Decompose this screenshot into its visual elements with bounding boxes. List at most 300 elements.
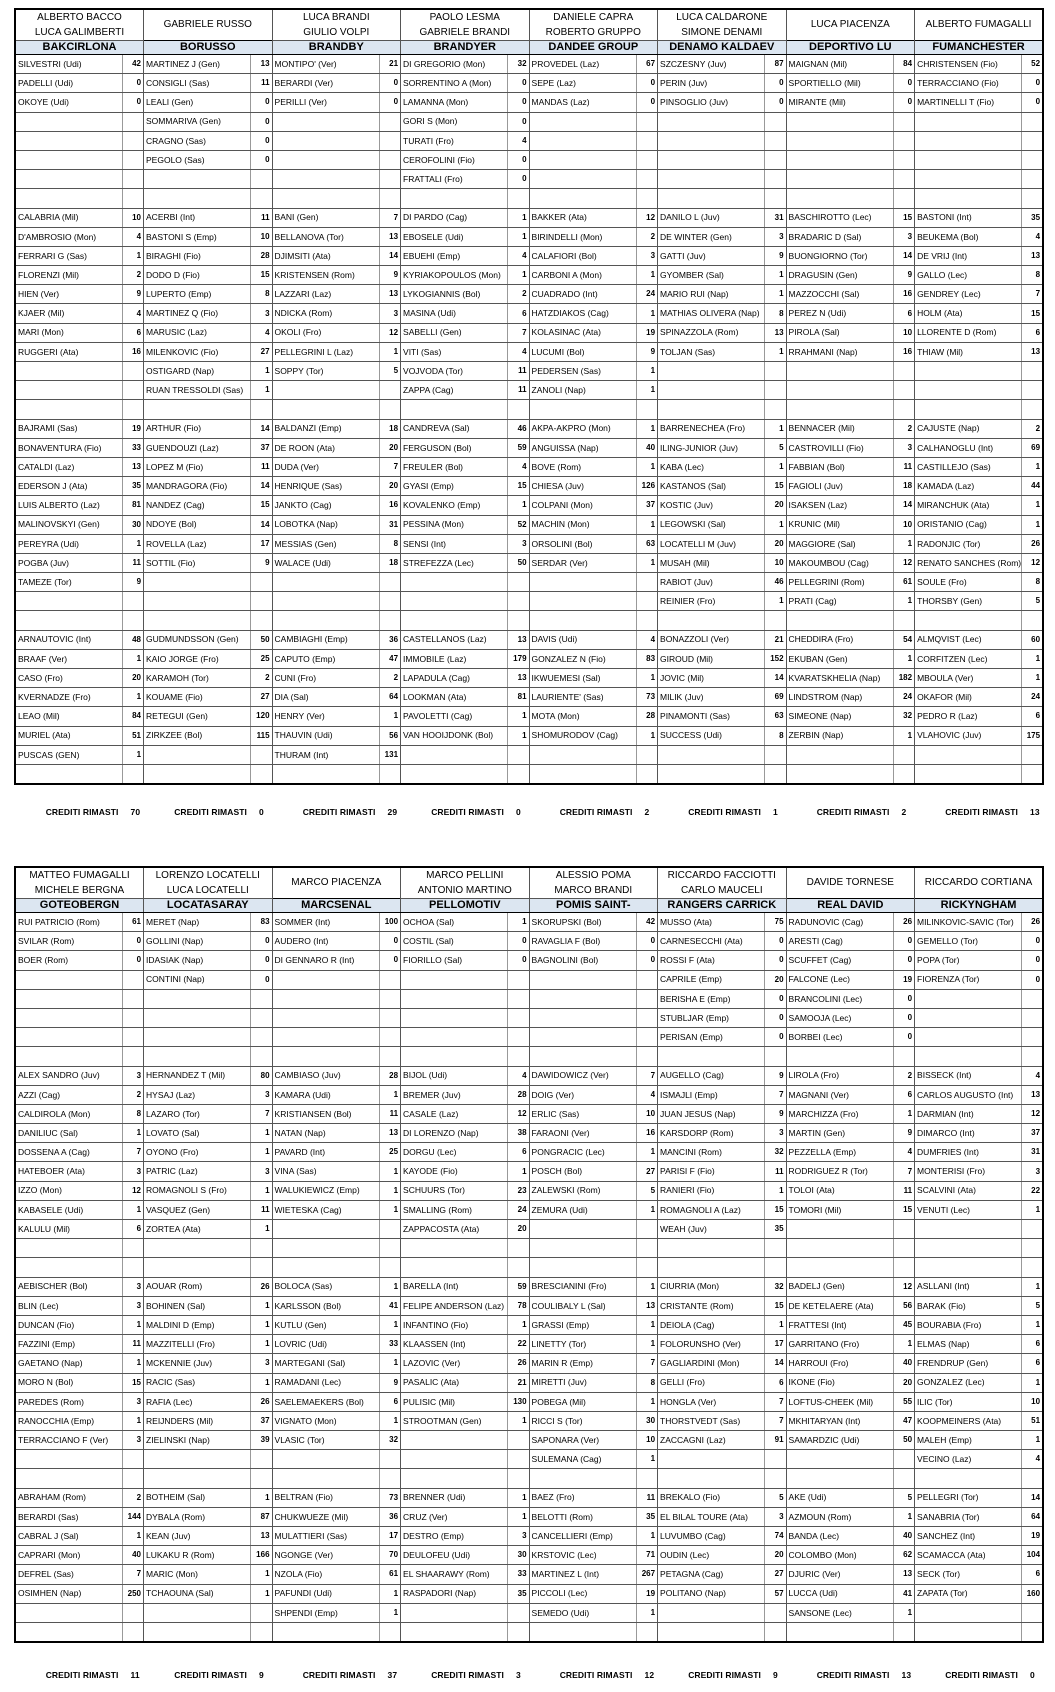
player-value bbox=[508, 745, 530, 764]
player-value bbox=[1022, 1028, 1044, 1047]
player-value: 0 bbox=[508, 93, 530, 112]
player-name: LOOKMAN (Ata) bbox=[401, 688, 508, 707]
player-value: 3 bbox=[122, 1392, 144, 1411]
player-value: 0 bbox=[508, 74, 530, 93]
player-name: CONTINI (Nap) bbox=[144, 970, 251, 989]
player-name: FOLORUNSHO (Ver) bbox=[658, 1335, 765, 1354]
player-value: 9 bbox=[893, 1124, 915, 1143]
player-name: CASTILLEJO (Sas) bbox=[915, 457, 1022, 476]
player-name bbox=[529, 170, 636, 189]
player-value: 62 bbox=[893, 1546, 915, 1565]
player-value bbox=[122, 189, 144, 208]
credits-label: CREDITI RIMASTI bbox=[945, 1670, 1018, 1680]
player-value: 6 bbox=[1022, 1335, 1044, 1354]
player-name: VITI (Sas) bbox=[401, 342, 508, 361]
player-value: 1 bbox=[636, 304, 658, 323]
player-name: IZZO (Mon) bbox=[15, 1181, 122, 1200]
player-value: 12 bbox=[1022, 1104, 1044, 1123]
player-name: PROVEDEL (Laz) bbox=[529, 55, 636, 74]
team-name: GOTEOBERGN bbox=[15, 899, 144, 913]
player-name: NDICKA (Rom) bbox=[272, 304, 379, 323]
player-value: 4 bbox=[636, 1085, 658, 1104]
player-value: 1 bbox=[1022, 457, 1044, 476]
player-value: 14 bbox=[251, 515, 273, 534]
player-name: REIJNDERS (Mil) bbox=[144, 1411, 251, 1430]
credits-remaining bbox=[785, 1666, 914, 1684]
player-name bbox=[529, 1622, 636, 1642]
player-value: 2 bbox=[122, 1488, 144, 1507]
player-value: 11 bbox=[251, 457, 273, 476]
player-row bbox=[15, 1565, 1043, 1584]
player-value: 14 bbox=[765, 669, 787, 688]
player-value bbox=[1022, 189, 1044, 208]
player-row bbox=[15, 1239, 1043, 1258]
player-name: LOCATELLI M (Juv) bbox=[658, 534, 765, 553]
player-name: CALDIROLA (Mon) bbox=[15, 1104, 122, 1123]
player-value bbox=[122, 1047, 144, 1066]
player-value: 30 bbox=[636, 1411, 658, 1430]
player-value bbox=[508, 573, 530, 592]
player-name bbox=[144, 1239, 251, 1258]
player-name bbox=[272, 381, 379, 400]
player-value: 71 bbox=[636, 1546, 658, 1565]
player-value: 1 bbox=[636, 1450, 658, 1469]
player-value: 20 bbox=[765, 534, 787, 553]
player-value: 1 bbox=[636, 1335, 658, 1354]
player-name bbox=[529, 189, 636, 208]
player-value: 19 bbox=[636, 1584, 658, 1603]
player-name: MIRETTI (Juv) bbox=[529, 1373, 636, 1392]
player-value bbox=[1022, 745, 1044, 764]
player-row bbox=[15, 1143, 1043, 1162]
player-value: 28 bbox=[251, 246, 273, 265]
credits-remaining bbox=[657, 803, 786, 821]
player-name bbox=[144, 592, 251, 611]
credits-remaining bbox=[271, 803, 400, 821]
player-value: 130 bbox=[508, 1392, 530, 1411]
player-name: LUVUMBO (Cag) bbox=[658, 1527, 765, 1546]
player-name: LIROLA (Fro) bbox=[786, 1066, 893, 1085]
player-value: 3 bbox=[251, 1162, 273, 1181]
player-name bbox=[272, 989, 379, 1008]
player-name: DI GREGORIO (Mon) bbox=[401, 55, 508, 74]
player-value: 0 bbox=[636, 932, 658, 951]
player-name bbox=[915, 1469, 1022, 1488]
player-name bbox=[529, 400, 636, 419]
player-value: 69 bbox=[1022, 438, 1044, 457]
player-name: THURAM (Int) bbox=[272, 745, 379, 764]
player-name: CAMBIASO (Juv) bbox=[272, 1066, 379, 1085]
player-value: 1 bbox=[122, 649, 144, 668]
player-value bbox=[1022, 989, 1044, 1008]
player-value bbox=[1022, 1258, 1044, 1277]
player-name bbox=[658, 381, 765, 400]
player-name bbox=[915, 1603, 1022, 1622]
player-value: 1 bbox=[122, 1354, 144, 1373]
player-name: IKONE (Fio) bbox=[786, 1373, 893, 1392]
player-value: 48 bbox=[122, 630, 144, 649]
player-value: 20 bbox=[122, 669, 144, 688]
player-name: FAGIOLI (Juv) bbox=[786, 477, 893, 496]
player-value: 27 bbox=[636, 1162, 658, 1181]
player-value bbox=[379, 1469, 401, 1488]
player-name: GELLI (Fro) bbox=[658, 1373, 765, 1392]
player-name: CALABRIA (Mil) bbox=[15, 208, 122, 227]
player-name: ACERBI (Int) bbox=[144, 208, 251, 227]
player-value: 10 bbox=[636, 1104, 658, 1123]
player-name bbox=[786, 1622, 893, 1642]
player-value bbox=[893, 764, 915, 784]
player-name: GONZALEZ N (Fio) bbox=[529, 649, 636, 668]
player-value: 5 bbox=[1022, 1296, 1044, 1315]
player-name: SHOMURODOV (Cag) bbox=[529, 726, 636, 745]
player-value: 1 bbox=[765, 1315, 787, 1334]
player-name: PEGOLO (Sas) bbox=[144, 150, 251, 169]
player-name: MESSIAS (Gen) bbox=[272, 534, 379, 553]
player-name: ZORTEA (Ata) bbox=[144, 1220, 251, 1239]
player-name: PAVOLETTI (Cag) bbox=[401, 707, 508, 726]
player-name: BRANCOLINI (Lec) bbox=[786, 989, 893, 1008]
player-value bbox=[765, 131, 787, 150]
player-name: GALLO (Lec) bbox=[915, 266, 1022, 285]
player-value bbox=[379, 989, 401, 1008]
player-name: LAPADULA (Cag) bbox=[401, 669, 508, 688]
player-value: 1 bbox=[251, 1143, 273, 1162]
player-name bbox=[786, 131, 893, 150]
credits-label: CREDITI RIMASTI bbox=[302, 807, 376, 817]
player-value: 3 bbox=[1022, 1162, 1044, 1181]
player-name: MARTEGANI (Sal) bbox=[272, 1354, 379, 1373]
player-name bbox=[144, 1622, 251, 1642]
player-name bbox=[401, 1431, 508, 1450]
player-value: 12 bbox=[893, 1277, 915, 1296]
player-value bbox=[636, 1622, 658, 1642]
player-name: JANKTO (Cag) bbox=[272, 496, 379, 515]
player-value: 1 bbox=[636, 1527, 658, 1546]
player-name: SECK (Tor) bbox=[915, 1565, 1022, 1584]
player-value bbox=[765, 1603, 787, 1622]
player-name bbox=[15, 131, 122, 150]
player-name: SANABRIA (Tor) bbox=[915, 1507, 1022, 1526]
player-name: DANILIUC (Sal) bbox=[15, 1124, 122, 1143]
player-name bbox=[401, 1603, 508, 1622]
player-name: PELLEGRI (Tor) bbox=[915, 1488, 1022, 1507]
player-value: 46 bbox=[508, 419, 530, 438]
player-name: FRENDRUP (Gen) bbox=[915, 1354, 1022, 1373]
player-value bbox=[379, 1450, 401, 1469]
player-value bbox=[508, 1028, 530, 1047]
player-name bbox=[272, 1258, 379, 1277]
player-value: 5 bbox=[893, 1488, 915, 1507]
player-name: FREULER (Bol) bbox=[401, 457, 508, 476]
player-name: TAMEZE (Tor) bbox=[15, 573, 122, 592]
player-name: SCALVINI (Ata) bbox=[915, 1181, 1022, 1200]
player-name bbox=[658, 745, 765, 764]
player-value: 3 bbox=[765, 1507, 787, 1526]
player-name: JOVIC (Mil) bbox=[658, 669, 765, 688]
player-row bbox=[15, 496, 1043, 515]
player-name: FERGUSON (Bol) bbox=[401, 438, 508, 457]
player-value: 83 bbox=[251, 913, 273, 932]
player-value: 1 bbox=[251, 381, 273, 400]
player-value: 1 bbox=[379, 1584, 401, 1603]
player-value: 2 bbox=[1022, 419, 1044, 438]
player-value: 1 bbox=[1022, 649, 1044, 668]
team-owner: CARLO MAUCELI bbox=[658, 883, 787, 899]
player-name: SANCHEZ (Int) bbox=[915, 1527, 1022, 1546]
player-value: 28 bbox=[379, 1066, 401, 1085]
player-name: DE KETELAERE (Ata) bbox=[786, 1296, 893, 1315]
player-name: PIROLA (Sal) bbox=[786, 323, 893, 342]
player-name bbox=[915, 1047, 1022, 1066]
player-value: 17 bbox=[765, 1335, 787, 1354]
player-name bbox=[786, 170, 893, 189]
player-name bbox=[658, 764, 765, 784]
player-row bbox=[15, 362, 1043, 381]
player-value: 15 bbox=[765, 477, 787, 496]
player-value: 15 bbox=[893, 1200, 915, 1219]
player-value: 8 bbox=[1022, 266, 1044, 285]
player-value: 32 bbox=[765, 1143, 787, 1162]
player-value: 18 bbox=[379, 419, 401, 438]
player-name bbox=[529, 131, 636, 150]
credits-remaining bbox=[400, 803, 529, 821]
player-name: NATAN (Nap) bbox=[272, 1124, 379, 1143]
player-value: 42 bbox=[636, 913, 658, 932]
separator-row bbox=[15, 400, 1043, 419]
player-name: DEIOLA (Cag) bbox=[658, 1315, 765, 1334]
player-value: 120 bbox=[251, 707, 273, 726]
player-name: RUAN TRESSOLDI (Sas) bbox=[144, 381, 251, 400]
player-value bbox=[765, 764, 787, 784]
player-name bbox=[15, 170, 122, 189]
player-value bbox=[1022, 1239, 1044, 1258]
player-value bbox=[122, 362, 144, 381]
player-name: HARROUI (Fro) bbox=[786, 1354, 893, 1373]
player-name: CIURRIA (Mon) bbox=[658, 1277, 765, 1296]
player-name: CABRAL J (Sal) bbox=[15, 1527, 122, 1546]
separator-row bbox=[15, 189, 1043, 208]
team-name: DEPORTIVO LU bbox=[786, 41, 915, 55]
player-name: SIMEONE (Nap) bbox=[786, 707, 893, 726]
team-name: DENAMO KALDAEV bbox=[658, 41, 787, 55]
player-value: 4 bbox=[508, 246, 530, 265]
player-value: 45 bbox=[893, 1315, 915, 1334]
player-value bbox=[508, 592, 530, 611]
player-name: ZIRKZEE (Bol) bbox=[144, 726, 251, 745]
player-name: SULEMANA (Cag) bbox=[529, 1450, 636, 1469]
player-name: GONZALEZ (Lec) bbox=[915, 1373, 1022, 1392]
player-value bbox=[508, 1450, 530, 1469]
player-value: 6 bbox=[379, 1392, 401, 1411]
player-name bbox=[915, 1220, 1022, 1239]
player-value: 13 bbox=[379, 285, 401, 304]
credits-remaining bbox=[271, 1666, 400, 1684]
player-name bbox=[529, 1008, 636, 1027]
player-value: 0 bbox=[765, 932, 787, 951]
credits-remaining bbox=[14, 1666, 143, 1684]
player-value: 13 bbox=[893, 1565, 915, 1584]
player-value: 3 bbox=[765, 1124, 787, 1143]
player-value: 3 bbox=[122, 1162, 144, 1181]
player-value: 0 bbox=[122, 93, 144, 112]
player-row bbox=[15, 131, 1043, 150]
credits-label: CREDITI RIMASTI bbox=[945, 807, 1018, 817]
player-name: SOMMER (Int) bbox=[272, 913, 379, 932]
player-name: HATEBOER (Ata) bbox=[15, 1162, 122, 1181]
player-name: DI LORENZO (Nap) bbox=[401, 1124, 508, 1143]
player-value bbox=[379, 1008, 401, 1027]
player-value: 1 bbox=[508, 1411, 530, 1430]
player-name: KEAN (Juv) bbox=[144, 1527, 251, 1546]
player-name: EL SHAARAWY (Rom) bbox=[401, 1565, 508, 1584]
player-value bbox=[765, 189, 787, 208]
team-name: RICKYNGHAM bbox=[915, 899, 1044, 913]
player-row bbox=[15, 1411, 1043, 1430]
player-value: 0 bbox=[251, 970, 273, 989]
player-name: MERET (Nap) bbox=[144, 913, 251, 932]
player-name bbox=[144, 400, 251, 419]
player-value: 1 bbox=[636, 1315, 658, 1334]
player-name: ZAPPA (Cag) bbox=[401, 381, 508, 400]
player-name: D'AMBROSIO (Mon) bbox=[15, 227, 122, 246]
player-value: 2 bbox=[893, 419, 915, 438]
player-name: SCAMACCA (Ata) bbox=[915, 1546, 1022, 1565]
player-value: 11 bbox=[636, 1488, 658, 1507]
player-value: 1 bbox=[1022, 1200, 1044, 1219]
player-row bbox=[15, 74, 1043, 93]
player-name: VLAHOVIC (Juv) bbox=[915, 726, 1022, 745]
player-name: BOTHEIM (Sal) bbox=[144, 1488, 251, 1507]
player-name: SCHUURS (Tor) bbox=[401, 1181, 508, 1200]
player-value bbox=[379, 170, 401, 189]
player-value: 1 bbox=[508, 1488, 530, 1507]
player-name: BASCHIROTTO (Lec) bbox=[786, 208, 893, 227]
player-value: 59 bbox=[508, 1277, 530, 1296]
player-name: RAFIA (Lec) bbox=[144, 1392, 251, 1411]
player-name: POBEGA (Mil) bbox=[529, 1392, 636, 1411]
player-value: 13 bbox=[379, 1124, 401, 1143]
player-value bbox=[122, 131, 144, 150]
player-value: 1 bbox=[636, 515, 658, 534]
player-name: MARCHIZZA (Fro) bbox=[786, 1104, 893, 1123]
player-value bbox=[636, 573, 658, 592]
player-row bbox=[15, 285, 1043, 304]
player-value: 15 bbox=[765, 1296, 787, 1315]
player-name bbox=[786, 381, 893, 400]
player-name bbox=[272, 400, 379, 419]
player-name bbox=[529, 611, 636, 630]
player-name: LINDSTROM (Nap) bbox=[786, 688, 893, 707]
player-name bbox=[401, 1047, 508, 1066]
player-name: CANCELLIERI (Emp) bbox=[529, 1527, 636, 1546]
player-name: ILIC (Tor) bbox=[915, 1392, 1022, 1411]
player-name: FERRARI G (Sas) bbox=[15, 246, 122, 265]
player-name: DIA (Sal) bbox=[272, 688, 379, 707]
player-name: HYSAJ (Laz) bbox=[144, 1085, 251, 1104]
player-name: TOLJAN (Sas) bbox=[658, 342, 765, 361]
player-value: 56 bbox=[379, 726, 401, 745]
credits-value: 12 bbox=[644, 1670, 655, 1680]
player-value: 1 bbox=[636, 1200, 658, 1219]
player-name: KABA (Lec) bbox=[658, 457, 765, 476]
player-value: 8 bbox=[636, 1373, 658, 1392]
player-value: 4 bbox=[251, 323, 273, 342]
player-name: DYBALA (Rom) bbox=[144, 1507, 251, 1526]
player-value: 1 bbox=[379, 342, 401, 361]
player-value: 16 bbox=[379, 496, 401, 515]
player-name bbox=[915, 989, 1022, 1008]
player-name bbox=[144, 1450, 251, 1469]
player-value: 131 bbox=[379, 745, 401, 764]
player-name bbox=[529, 1047, 636, 1066]
player-value bbox=[636, 150, 658, 169]
team-owner: GABRIELE BRANDI bbox=[401, 25, 530, 41]
player-value: 1 bbox=[251, 1315, 273, 1334]
separator-row bbox=[15, 1047, 1043, 1066]
player-name: ISMAJLI (Emp) bbox=[658, 1085, 765, 1104]
player-name: CAMBIAGHI (Emp) bbox=[272, 630, 379, 649]
player-name: VENUTI (Lec) bbox=[915, 1200, 1022, 1219]
player-name: POLITANO (Nap) bbox=[658, 1584, 765, 1603]
player-value: 12 bbox=[122, 1181, 144, 1200]
credits-value: 0 bbox=[259, 807, 264, 817]
player-value: 1 bbox=[122, 1411, 144, 1430]
player-name: SPORTIELLO (Mil) bbox=[786, 74, 893, 93]
credits-value: 3 bbox=[516, 1670, 521, 1680]
player-value: 0 bbox=[251, 951, 273, 970]
player-name: MULATTIERI (Sas) bbox=[272, 1527, 379, 1546]
player-name: DARMIAN (Int) bbox=[915, 1104, 1022, 1123]
player-value bbox=[122, 764, 144, 784]
player-name: EBUEHI (Emp) bbox=[401, 246, 508, 265]
player-value: 11 bbox=[251, 208, 273, 227]
player-value: 1 bbox=[251, 1584, 273, 1603]
player-name: ERLIC (Sas) bbox=[529, 1104, 636, 1123]
player-name: MONTERISI (Fro) bbox=[915, 1162, 1022, 1181]
player-name: GYASI (Emp) bbox=[401, 477, 508, 496]
player-name: DUDA (Ver) bbox=[272, 457, 379, 476]
player-name bbox=[401, 1028, 508, 1047]
player-name bbox=[401, 1008, 508, 1027]
player-row bbox=[15, 477, 1043, 496]
player-name bbox=[658, 1239, 765, 1258]
player-value: 4 bbox=[1022, 227, 1044, 246]
player-name: NZOLA (Fio) bbox=[272, 1565, 379, 1584]
player-value: 1 bbox=[251, 1181, 273, 1200]
player-value: 13 bbox=[508, 630, 530, 649]
credits-value: 2 bbox=[901, 807, 907, 817]
player-value: 1 bbox=[765, 515, 787, 534]
player-name bbox=[15, 1469, 122, 1488]
player-name: LUPERTO (Emp) bbox=[144, 285, 251, 304]
credits-remaining bbox=[400, 1666, 529, 1684]
player-row bbox=[15, 688, 1043, 707]
player-value: 1 bbox=[379, 1411, 401, 1430]
player-name: OSIMHEN (Nap) bbox=[15, 1584, 122, 1603]
player-value bbox=[122, 170, 144, 189]
player-name bbox=[401, 745, 508, 764]
player-name bbox=[915, 400, 1022, 419]
player-value: 1 bbox=[893, 1335, 915, 1354]
credits-remaining bbox=[143, 803, 272, 821]
player-name: LAURIENTE' (Sas) bbox=[529, 688, 636, 707]
player-value: 55 bbox=[893, 1392, 915, 1411]
player-name: MIRANTE (Mil) bbox=[786, 93, 893, 112]
player-name: ABRAHAM (Rom) bbox=[15, 1488, 122, 1507]
player-name: SENSI (Int) bbox=[401, 534, 508, 553]
player-name bbox=[401, 1450, 508, 1469]
